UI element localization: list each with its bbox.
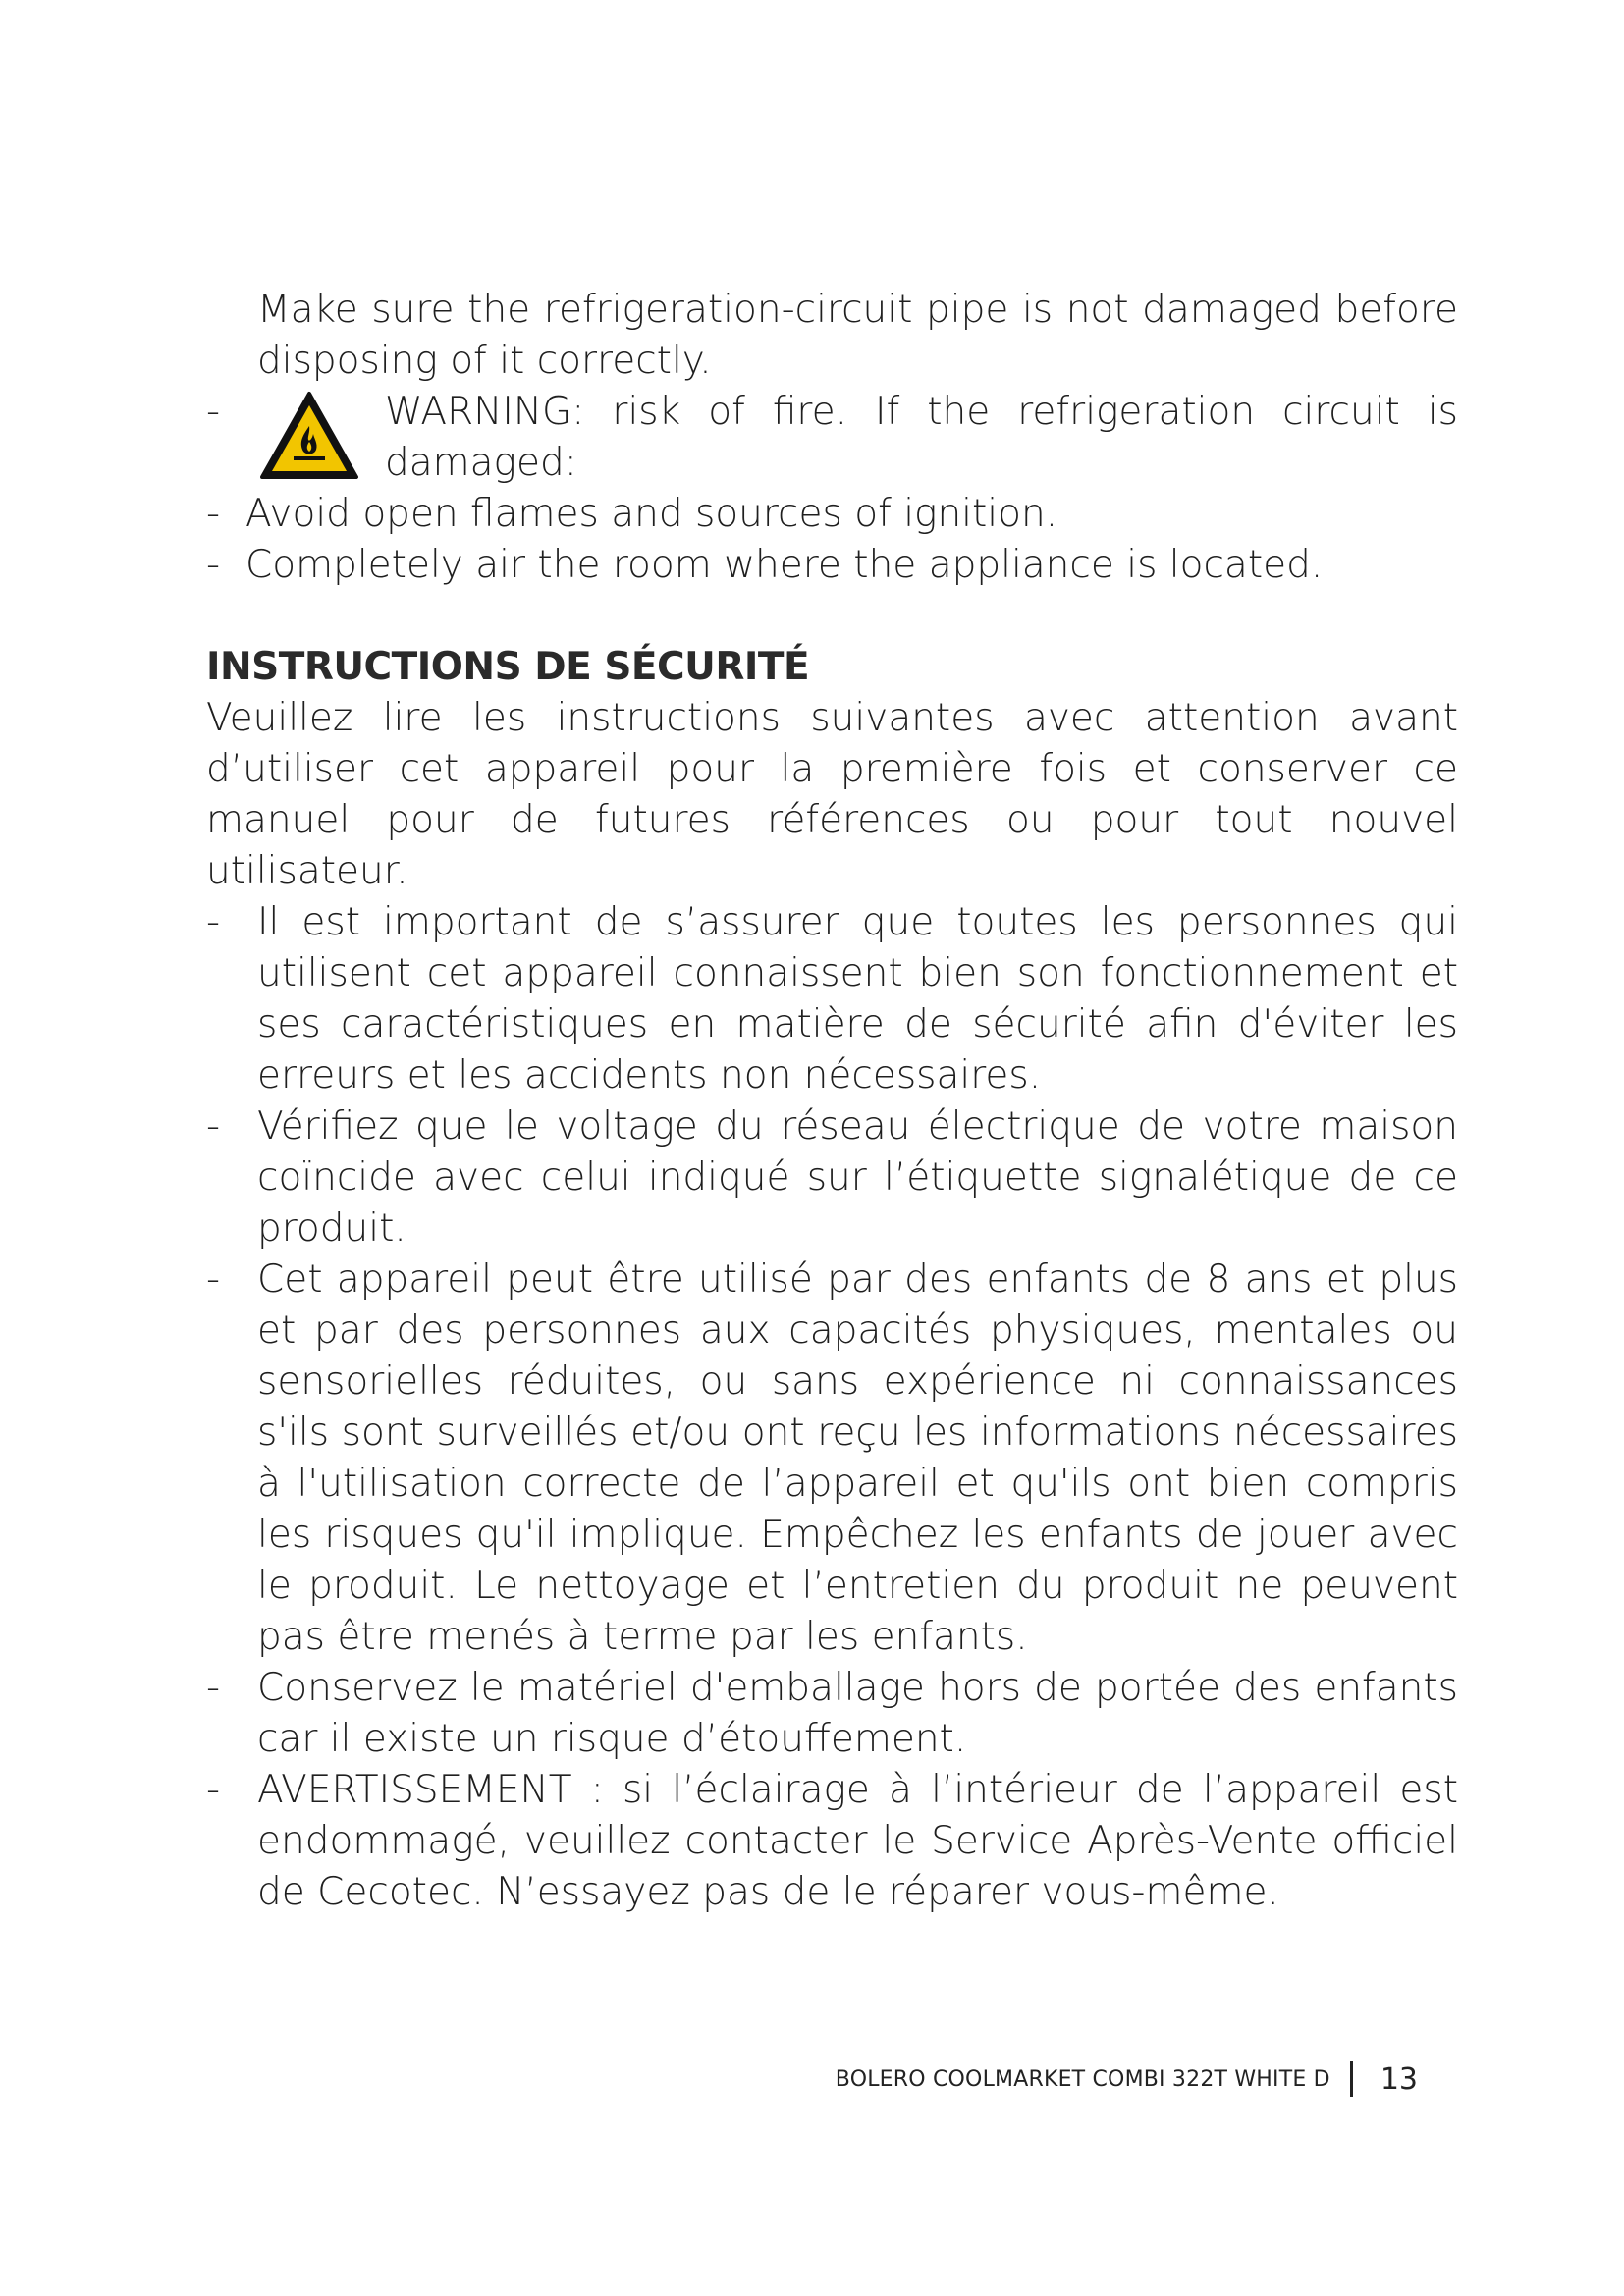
section-heading: INSTRUCTIONS DE SÉCURITÉ xyxy=(206,645,810,689)
fire-warning-item xyxy=(206,387,1458,489)
fire-warning-text: WARNING: risk of fire. If the refrigeration circuit is damaged: xyxy=(385,390,1458,485)
list-item-text: Vérifiez que le voltage du réseau électrique de votre maison coïncide avec celui indiqué sur l’étiquette signalétique de ce produit. xyxy=(257,1104,1458,1251)
list-item xyxy=(206,1765,1458,1918)
page-content xyxy=(206,285,1458,1918)
page-number: 13 xyxy=(1380,2061,1418,2097)
list-item-text: Completely air the room where the appliance is located. xyxy=(245,543,1324,587)
list-item xyxy=(206,897,1458,1101)
product-name: BOLERO COOLMARKET COMBI 322T WHITE D xyxy=(835,2066,1330,2092)
list-dash: - xyxy=(206,1104,221,1148)
list-item-text: Avoid open flames and sources of ignition. xyxy=(245,492,1058,536)
list-dash: - xyxy=(206,1666,221,1710)
list-item-text: Il est important de s’assurer que toutes les personnes qui utilisent cet appareil connaissent bien son fonctionnement et ses caractéristiques en matière de sécurité afin d'éviter les erreurs et les accidents non nécessaires. xyxy=(257,900,1458,1097)
list-item-text: Cet appareil peut être utilisé par des enfants de 8 ans et plus et par des personnes aux capacités physiques, mentales ou sensorielles réduites, ou sans expérience ni connaissances s'ils sont surveillés et/ou ont reçu les informations nécessaires à l'utilisation correcte de l’appareil et qu'ils ont bien compris les risques qu'il implique. Empêchez les enfants de jouer avec le produit. Le nettoyage et l’entretien du produit ne peuvent pas être menés à terme par les enfants. xyxy=(257,1257,1458,1659)
page-footer xyxy=(836,2061,1418,2097)
list-dash: - xyxy=(206,1257,221,1302)
list-item xyxy=(206,1663,1458,1765)
continuation-paragraph: Make sure the refrigeration-circuit pipe is not damaged before disposing of it correctly. xyxy=(257,288,1458,383)
list-item-text: Conservez le matériel d'emballage hors de portée des enfants car il existe un risque d’étouffement. xyxy=(257,1666,1458,1761)
list-item xyxy=(206,1101,1458,1255)
list-item xyxy=(206,540,1458,591)
list-item xyxy=(206,489,1458,540)
list-dash: - xyxy=(206,390,221,434)
list-item-text: AVERTISSEMENT : si l’éclairage à l’intérieur de l’appareil est endommagé, veuillez contacter le Service Après-Vente officiel de Cecotec. N’essayez pas de le réparer vous-même. xyxy=(257,1768,1458,1914)
list-dash: - xyxy=(206,1768,221,1812)
list-item xyxy=(206,1255,1458,1663)
list-dash: - xyxy=(206,900,221,944)
flammable-warning-icon xyxy=(259,391,359,481)
footer-separator xyxy=(1350,2061,1353,2097)
intro-paragraph: Veuillez lire les instructions suivantes avec attention avant d’utiliser cet appareil pour la première fois et conserver ce manuel pour de futures références ou pour tout nouvel utilisateur. xyxy=(206,696,1458,893)
list-dash: - xyxy=(206,492,221,536)
list-dash: - xyxy=(206,543,221,587)
